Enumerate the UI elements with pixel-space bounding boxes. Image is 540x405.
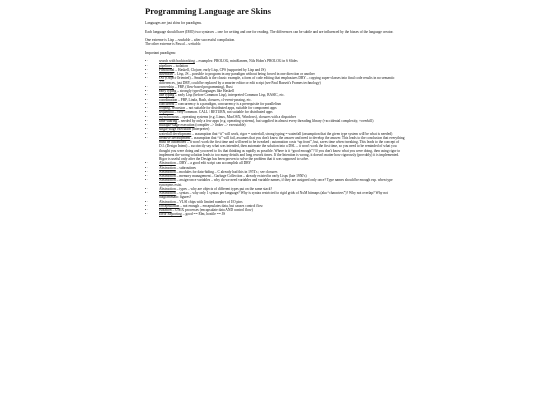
paradigm-description: – assign-once variables – why do we need variables and variable names, if they are assigned only once? Type names should be enough esp. when type synonyms exist. xyxy=(159,178,393,187)
paradigm-description: – syntax – why only 1 syntax per language? Why is syntax restricted to rigid grids of NxM bitmaps (aka “characters”)? Why not overlap? Why not diagrammatic figures? xyxy=(159,191,388,200)
paradigm-description: – good == Elm, hostile == JS xyxy=(181,212,226,217)
paradigm-link[interactable]: Abstraction xyxy=(159,186,176,191)
paradigm-description: – examples: PROLOG, miniKanren, Nils Holm's PROLOG in 6 Slides xyxy=(194,59,298,64)
paradigm-link[interactable]: pipelines xyxy=(159,63,172,68)
paradigm-link[interactable]: Functional xyxy=(159,67,175,72)
paradigm-link[interactable]: ownership xyxy=(159,84,174,89)
paradigm-link[interactable]: Abstraction xyxy=(159,165,176,170)
pascal-extreme-emphasis: writable xyxy=(188,42,201,47)
lisp-extreme-text-end: – after successful compilation. xyxy=(190,38,236,42)
paradigm-link[interactable]: time-sharing xyxy=(159,118,178,123)
paradigm-link[interactable]: early typing xyxy=(159,89,177,93)
list-item xyxy=(145,178,405,187)
paradigm-description: – types – why are objects of different types put on the same stack? xyxy=(175,186,273,191)
paradigm-description: – very common. CALL / RETURN, not suitable for distributed apps xyxy=(173,110,273,115)
paradigm-link[interactable]: Abstraction xyxy=(159,169,176,174)
intro-paragraph xyxy=(145,21,405,25)
paradigm-link[interactable]: multiple-stage execution xyxy=(159,123,195,127)
paradigm-list xyxy=(145,59,405,216)
paradigm-description: – subroutines xyxy=(175,165,196,170)
paradigm-link[interactable]: Abstraction xyxy=(159,161,176,166)
paradigm-link[interactable]: coordination xyxy=(159,97,178,102)
paradigm-description: – VLSI chips with limited number of I/O pins xyxy=(175,199,243,204)
paradigm-description: – DRY – a good edit script can accomplish all DRY xyxy=(175,161,252,166)
paradigm-description: – early Lisp (before Common Lisp), interpreted Common Lisp, BASIC, etc. xyxy=(174,93,285,98)
paradigm-link[interactable]: looping, recursion xyxy=(159,106,186,110)
paradigm-description: – Haskell, Clojure, early Lisp, CPS (supported by Lisp and JS) xyxy=(174,67,266,72)
paradigm-link[interactable]: single-stage execution xyxy=(159,127,192,132)
paradigm-description: – concurrency is a paradigm, concurrency is a prerequisite for parallelism xyxy=(174,101,282,106)
list-item xyxy=(145,76,405,85)
paradigm-description: – memory management – Garbage Collection – already existed in early Lisps (late 1950's) xyxy=(175,174,307,178)
syntax-paragraph: Each language should have (IMO) two syntaxes – one for writing and one for reading. The differences can be subtle and are influenced by the biases of the language creator. xyxy=(145,29,394,34)
paradigm-link[interactable]: Isolation xyxy=(159,208,172,212)
paradigm-description: – FBP, (flow-based programming), Rust xyxy=(173,84,233,89)
paradigm-link[interactable]: Encapsulation xyxy=(159,203,180,208)
pascal-extreme-text-end: . xyxy=(200,42,202,47)
paradigm-link[interactable]: sequential xyxy=(159,110,174,115)
paradigm-link[interactable]: asynchronous xyxy=(159,114,179,119)
paradigm-description: (interpreter) xyxy=(191,127,210,132)
page-title: Programming Language are Skins xyxy=(145,6,271,16)
lisp-extreme-emphasis: readable xyxy=(177,38,191,42)
paradigm-description: – FBP, Linda, Bash, closures, cl-event-passing, etc. xyxy=(177,97,252,102)
paradigm-description: – assumption that “it” will work, rigor = waterfall, strong typing = waterfall (assumption that the given type system will be what is needed) xyxy=(191,131,393,136)
paradigm-description: – needed by only a few apps (e.g. operating systems), but supplied in almost every threading library (+accidental complexity, +overkill) xyxy=(177,118,374,123)
paradigm-link[interactable]: Error Reporting xyxy=(159,212,182,217)
paradigm-description: – UNIX processes (encapsulate data AND control flow) xyxy=(171,208,253,212)
paradigm-description: – strongly typed languages like Haskell xyxy=(176,89,234,93)
lisp-extreme-text: One extreme is Lisp – xyxy=(145,38,178,42)
paradigm-link[interactable]: search with backtracking xyxy=(159,59,195,64)
intro-text-end: for paradigms. xyxy=(180,21,202,25)
paradigm-description: – not suitable for distributed apps, suitable for component apps xyxy=(185,106,277,110)
intro-text: Languages are just xyxy=(145,21,173,25)
paradigms-heading: Important paradigms: xyxy=(145,50,177,55)
paradigm-description: – operating systems (e.g. Linux, MacOSX, Windows), closures with a dispatcher xyxy=(178,114,296,119)
paradigm-link[interactable]: OO xyxy=(159,76,165,81)
paradigm-link[interactable]: assembler xyxy=(159,72,174,76)
pascal-extreme-line xyxy=(145,42,405,46)
paradigm-description: – not enough – encapsulates data, but causes control flow xyxy=(179,203,263,208)
paradigm-link[interactable]: Abstraction xyxy=(159,178,176,183)
paradigm-description: – isolation xyxy=(171,63,188,68)
paradigm-description: – assumption that “it” will fail, assumes that you don't know the answer and need to develop the answer. This leads to the conclusion that everything must be automated – it won't work the first time and will need to be tweaked ; automation costs “up front”, but, saves time when tweaking. This leads to the concept of D.I. (Design Intent) – succinctly say what was intended, then automate the solution into a DSL – it won't work the first time, so you need to be reminded of what you thought you were doing and you need to fix that thinking as rapidly as possible. Where is it “good enough”? If you don't know what you were doing, then using rigor to implement the wrong solution leads to too many details and long rework times. If the Intention is wrong, it doesn't matter how rigorously (provably) it is implemented. Rigor is useful only after the Design has been proven to solve the problem that it was supposed to solve. xyxy=(159,135,405,161)
paradigm-link[interactable]: iterative development xyxy=(159,135,191,140)
paradigm-link[interactable]: Abstraction xyxy=(159,191,176,195)
paradigm-description: (compiler –> linker –> executable) xyxy=(194,123,246,127)
paradigm-link[interactable]: late typing xyxy=(159,93,175,98)
paradigm-link[interactable]: Abstraction xyxy=(159,199,176,204)
paradigm-description: – modules for data-hiding – C already had this in 1974's ; see closures xyxy=(175,169,278,174)
pascal-extreme-text: The other extreme is Pascal – xyxy=(145,42,189,47)
paradigm-link[interactable]: Abstraction xyxy=(159,174,176,178)
intro-emphasis: skins xyxy=(172,21,181,25)
list-item xyxy=(145,191,405,200)
paradigm-link[interactable]: concurrent xyxy=(159,101,175,106)
list-item xyxy=(145,136,405,162)
paradigm-description: – Lisp, JS – possible to program in any paradigm without being forced in one direction or another xyxy=(173,72,315,76)
list-item xyxy=(145,212,405,216)
paradigm-description: (Object Oriented) – Smalltalk is the classic example, a form of code editing that emphasizes DRY – copying super-classes into final code results in no semantic differences, just DRY, could be replaced by a smarter editor or edit script (see Paul Bassett's Frames technology) xyxy=(159,76,395,85)
paradigm-link[interactable]: waterfall development xyxy=(159,131,192,136)
